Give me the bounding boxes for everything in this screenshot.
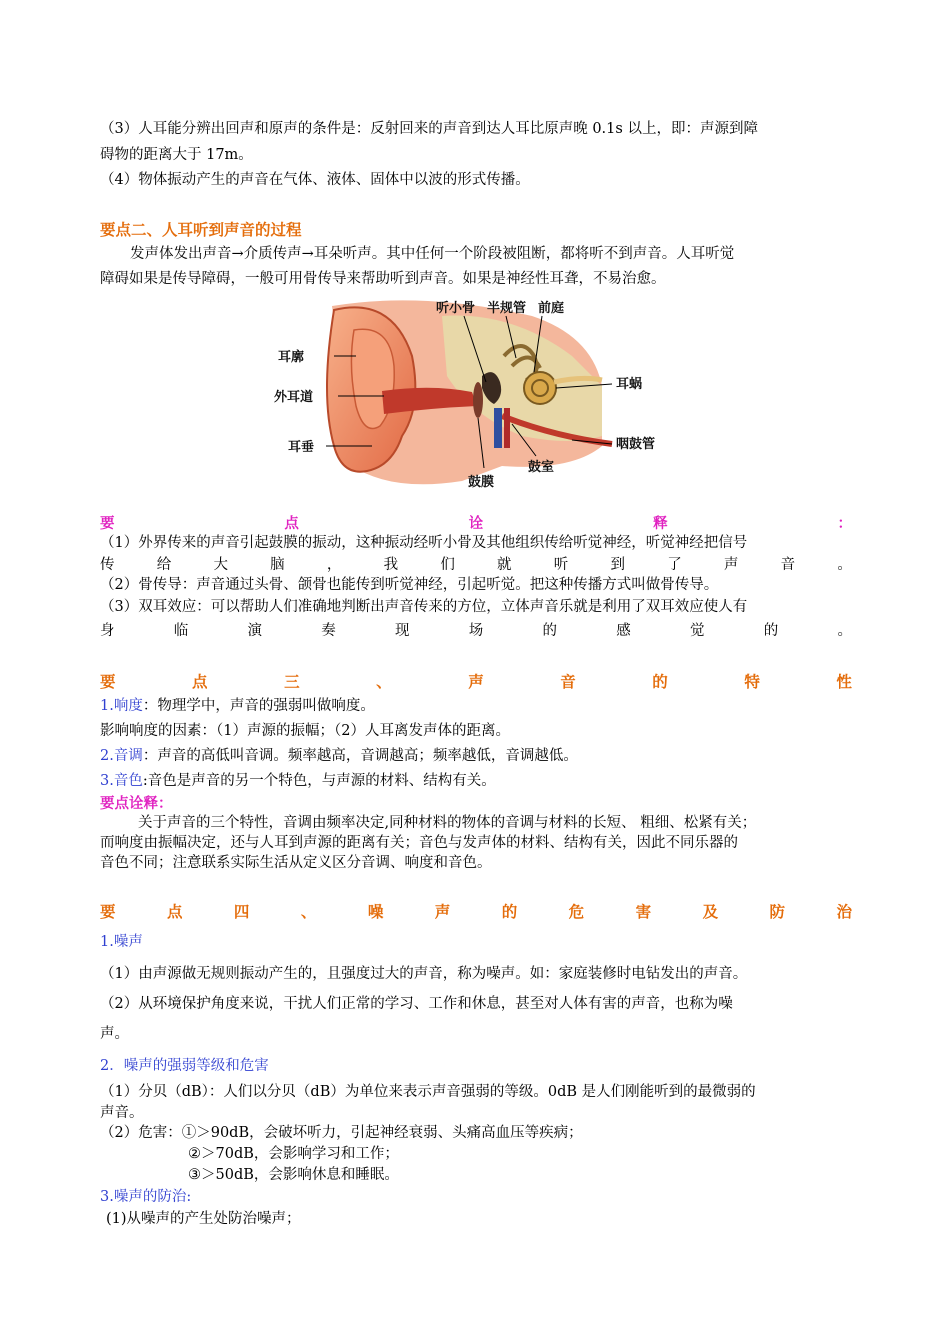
harm-line3: ③＞50dB，会影响休息和睡眠。: [188, 1167, 399, 1183]
item-loudness-factors: 影响响度的因素：（1）声源的振幅；（2）人耳离发声体的距离。: [100, 723, 510, 739]
noise-definition-2-line2: 声。: [100, 1026, 129, 1042]
label-earlobe: 耳垂: [288, 440, 315, 455]
item-loudness: 1.响度：物理学中，声音的强弱叫做响度。: [100, 698, 375, 714]
noise-prevention-1: (1)从噪声的产生处防治噪声；: [106, 1211, 301, 1227]
notes-3-line3: 音色不同；注意联系实际生活从定义区分音调、响度和音色。: [100, 855, 492, 871]
note-binaural-line2: 身 临 演 奏 现 场 的 感 觉 的 。: [100, 623, 852, 639]
label-ossicles: 听小骨: [436, 301, 476, 316]
paragraph-hearing-process-line2: 障碍如果是传导障碍，一般可用骨传导来帮助听到声音。如果是神经性耳聋，不易治愈。: [100, 271, 666, 287]
item-pitch: 2.音调：声音的高低叫音调。频率越高，音调越高；频率越低，音调越低。: [100, 748, 578, 764]
label-ear-canal: 外耳道: [274, 390, 314, 405]
label-eustachian-tube: 咽鼓管: [616, 437, 656, 452]
paragraph-echo-condition-line2: 碍物的距离大于 17m。: [100, 147, 253, 163]
notes-3-line2: 而响度由振幅决定，还与人耳到声源的距离有关；音色与发声体的材料、结构有关，因此不同乐器的: [100, 835, 738, 851]
ear-anatomy-diagram: [272, 296, 684, 492]
decibel-line1: （1）分贝（dB）：人们以分贝（dB）为单位来表示声音强弱的等级。0dB 是人们刚能听到的最微弱的: [100, 1084, 756, 1100]
label-vestibule: 前庭: [538, 301, 565, 316]
heading-sound-characteristics: 要 点 三 、 声 音 的 特 性: [100, 673, 852, 691]
heading-hearing-process: 要点二、人耳听到声音的过程: [100, 221, 302, 239]
notes-heading-3: 要点诠释：: [100, 796, 173, 812]
noise-subtitle-3: 3.噪声的防治:: [100, 1189, 192, 1205]
noise-definition-2-line1: （2）从环境保护角度来说，干扰人们正常的学习、工作和休息，甚至对人体有害的声音，也称为噪: [100, 996, 733, 1012]
noise-definition-1: （1）由声源做无规则振动产生的，且强度过大的声音，称为噪声。如：家庭装修时电钻发出的声音。: [100, 966, 748, 982]
notes-3-line1: 关于声音的三个特性，音调由频率决定,同种材料的物体的音调与材料的长短、 粗细、松紧有关；: [138, 815, 757, 831]
note-vibration-line2: 传 给 大 脑 ， 我 们 就 听 到 了 声 音 。: [100, 557, 852, 573]
decibel-line2: 声音。: [100, 1105, 144, 1121]
item-timbre: 3.音色:音色是声音的另一个特色，与声源的材料、结构有关。: [100, 773, 496, 789]
noise-subtitle-2: 2．噪声的强弱等级和危害: [100, 1058, 269, 1074]
label-eardrum: 鼓膜: [468, 475, 495, 490]
note-vibration-line1: （1）外界传来的声音引起鼓膜的振动，这种振动经听小骨及其他组织传给听觉神经，听觉神经把信号: [100, 535, 748, 551]
eardrum-shape: [473, 382, 483, 418]
noise-subtitle-1: 1.噪声: [100, 934, 143, 950]
harm-line2: ②＞70dB，会影响学习和工作；: [188, 1146, 399, 1162]
harm-line1: （2）危害：①＞90dB，会破坏听力，引起神经衰弱、头痛高血压等疾病；: [100, 1125, 583, 1141]
vessel-blue: [494, 408, 502, 448]
label-auricle: 耳廓: [278, 350, 305, 365]
label-cochlea: 耳蜗: [616, 377, 643, 392]
cochlea-outer: [524, 372, 556, 404]
heading-noise: 要 点 四 、 噪 声 的 危 害 及 防 治: [100, 903, 852, 921]
paragraph-hearing-process-line1: 发声体发出声音→介质传声→耳朵听声。其中任何一个阶段被阻断，都将听不到声音。人耳听觉: [130, 246, 735, 262]
paragraph-echo-condition-line1: （3）人耳能分辨出回声和原声的条件是：反射回来的声音到达人耳比原声晚 0.1s 以上，即：声源到障: [100, 121, 758, 137]
note-binaural-line1: （3）双耳效应：可以帮助人们准确地判断出声音传来的方位，立体声音乐就是利用了双耳效应使人有: [100, 599, 748, 615]
label-semicircular-canals: 半规管: [487, 301, 527, 316]
label-tympanic-cavity: 鼓室: [528, 460, 555, 475]
vessel-red: [504, 408, 510, 448]
note-bone-conduction: （2）骨传导：声音通过头骨、颌骨也能传到听觉神经，引起听觉。把这种传播方式叫做骨传导。: [100, 577, 719, 593]
paragraph-wave-propagation: （4）物体振动产生的声音在气体、液体、固体中以波的形式传播。: [100, 172, 530, 188]
notes-heading-2: 要 点 诠 释 ：: [100, 516, 852, 532]
auricle-inner: [351, 329, 394, 428]
